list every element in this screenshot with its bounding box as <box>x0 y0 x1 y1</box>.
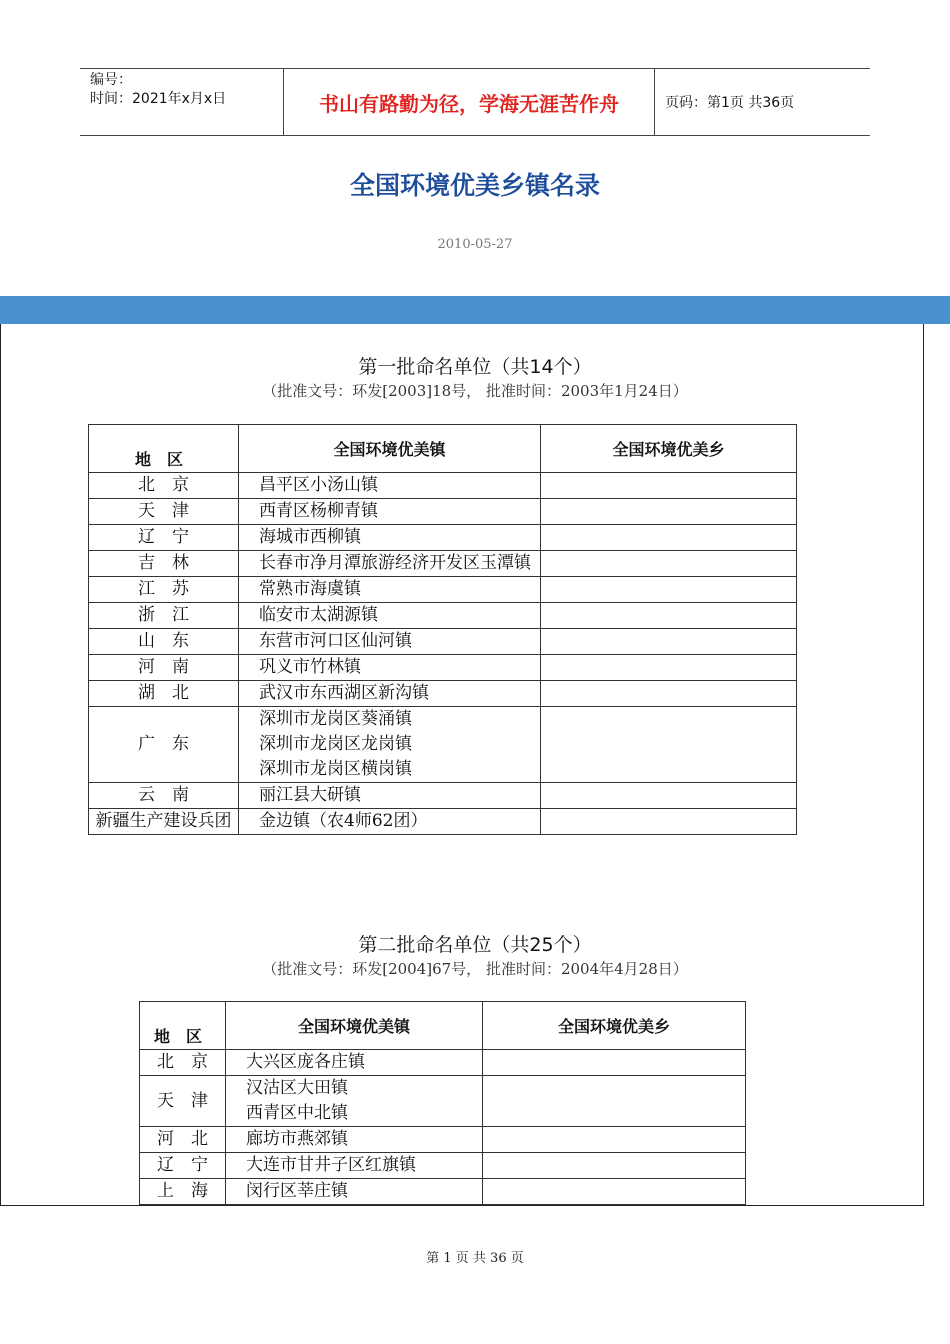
town-name: 金边镇（农4师62团） <box>259 811 428 831</box>
region-cell: 浙 江 <box>89 603 239 629</box>
table-row <box>89 783 797 809</box>
blue-divider-band <box>0 296 950 324</box>
table-header-row <box>89 425 797 473</box>
table-row <box>140 1050 746 1076</box>
region-cell: 天 津 <box>89 499 239 525</box>
batch1-table <box>88 424 797 835</box>
town-name: 深圳市龙岗区葵涌镇 <box>259 709 412 729</box>
region-cell: 河 北 <box>140 1127 226 1153</box>
town-name: 大连市甘井子区红旗镇 <box>246 1155 416 1175</box>
township-cell <box>483 1050 746 1076</box>
table-row <box>89 681 797 707</box>
township-cell <box>483 1127 746 1153</box>
town-name: 西青区杨柳青镇 <box>259 501 378 521</box>
town-name: 海城市西柳镇 <box>259 527 361 547</box>
town-cell <box>239 473 541 499</box>
town-cell <box>239 655 541 681</box>
page-header <box>80 68 870 136</box>
township-cell <box>541 681 797 707</box>
township-cell <box>541 655 797 681</box>
township-cell <box>541 603 797 629</box>
town-cell <box>239 809 541 835</box>
table-row <box>140 1179 746 1205</box>
table-row <box>140 1076 746 1127</box>
table-row <box>140 1153 746 1179</box>
town-cell <box>239 577 541 603</box>
table-header-row <box>140 1002 746 1050</box>
town-cell <box>239 525 541 551</box>
town-name: 汉沽区大田镇 <box>246 1078 348 1098</box>
township-cell <box>483 1076 746 1127</box>
region-cell: 湖 北 <box>89 681 239 707</box>
town-cell <box>226 1050 483 1076</box>
town-cell <box>239 551 541 577</box>
time-label: 时间：2021年x月x日 <box>90 91 227 107</box>
township-cell <box>541 525 797 551</box>
township-cell <box>541 629 797 655</box>
table-row <box>89 809 797 835</box>
header-motto: 书山有路勤为径，学海无涯苦作舟 <box>283 69 655 135</box>
town-cell <box>239 603 541 629</box>
header-towns: 全国环境优美镇 <box>239 425 541 473</box>
region-cell: 天 津 <box>140 1076 226 1127</box>
region-cell: 河 南 <box>89 655 239 681</box>
town-name: 深圳市龙岗区横岗镇 <box>259 759 412 779</box>
town-cell <box>226 1153 483 1179</box>
town-cell <box>239 629 541 655</box>
region-cell: 江 苏 <box>89 577 239 603</box>
town-cell <box>239 681 541 707</box>
township-cell <box>541 551 797 577</box>
region-cell: 辽 宁 <box>89 525 239 551</box>
town-cell <box>239 707 541 783</box>
region-cell: 北 京 <box>89 473 239 499</box>
town-cell <box>226 1076 483 1127</box>
region-cell: 吉 林 <box>89 551 239 577</box>
town-name: 丽江县大研镇 <box>259 785 361 805</box>
township-cell <box>541 577 797 603</box>
town-cell <box>226 1127 483 1153</box>
table-row <box>89 551 797 577</box>
batch2-subtitle: （批准文号：环发[2004]67号， 批准时间：2004年4月28日） <box>262 960 688 978</box>
region-cell: 北 京 <box>140 1050 226 1076</box>
serial-label: 编号： <box>90 72 132 88</box>
town-name: 闵行区莘庄镇 <box>246 1181 348 1201</box>
town-name: 常熟市海虞镇 <box>259 579 361 599</box>
town-name: 西青区中北镇 <box>246 1103 348 1123</box>
region-cell: 辽 宁 <box>140 1153 226 1179</box>
town-name: 东营市河口区仙河镇 <box>259 631 412 651</box>
table-row <box>89 707 797 783</box>
document-title: 全国环境优美乡镇名录 <box>349 171 600 200</box>
region-cell: 云 南 <box>89 783 239 809</box>
batch2-title: 第二批命名单位（共25个） <box>358 934 592 956</box>
town-name: 大兴区庞各庄镇 <box>246 1052 365 1072</box>
town-cell <box>239 499 541 525</box>
township-cell <box>541 499 797 525</box>
table-row <box>89 603 797 629</box>
township-cell <box>541 783 797 809</box>
header-townships: 全国环境优美乡 <box>483 1002 746 1050</box>
table-row <box>89 525 797 551</box>
header-towns: 全国环境优美镇 <box>226 1002 483 1050</box>
town-name: 巩义市竹林镇 <box>259 657 361 677</box>
town-cell <box>226 1179 483 1205</box>
table-row <box>140 1127 746 1153</box>
township-cell <box>483 1179 746 1205</box>
batch1-title: 第一批命名单位（共14个） <box>358 356 592 378</box>
town-name: 长春市净月潭旅游经济开发区玉潭镇 <box>259 553 531 573</box>
table-row <box>89 499 797 525</box>
town-name: 廊坊市燕郊镇 <box>246 1129 348 1149</box>
batch2-table <box>139 1001 746 1205</box>
batch1-subtitle: （批准文号：环发[2003]18号， 批准时间：2003年1月24日） <box>262 382 688 400</box>
header-region: 地 区 <box>89 425 239 473</box>
region-cell: 上 海 <box>140 1179 226 1205</box>
town-name: 昌平区小汤山镇 <box>259 475 378 495</box>
township-cell <box>483 1153 746 1179</box>
table-row <box>89 577 797 603</box>
town-cell <box>239 783 541 809</box>
township-cell <box>541 707 797 783</box>
town-name: 深圳市龙岗区龙岗镇 <box>259 734 412 754</box>
town-name: 武汉市东西湖区新沟镇 <box>259 683 429 703</box>
table-row <box>89 655 797 681</box>
page-footer: 第 1 页 共 36 页 <box>426 1251 524 1266</box>
township-cell <box>541 473 797 499</box>
table-row <box>89 629 797 655</box>
header-meta <box>80 69 283 135</box>
header-townships: 全国环境优美乡 <box>541 425 797 473</box>
document-date: 2010-05-27 <box>437 237 513 252</box>
region-cell: 广 东 <box>89 707 239 783</box>
region-cell: 新疆生产建设兵团 <box>89 809 239 835</box>
header-page-info: 页码：第1页 共36页 <box>665 95 795 111</box>
township-cell <box>541 809 797 835</box>
region-cell: 山 东 <box>89 629 239 655</box>
header-region: 地 区 <box>140 1002 226 1050</box>
town-name: 临安市太湖源镇 <box>259 605 378 625</box>
table-row <box>89 473 797 499</box>
